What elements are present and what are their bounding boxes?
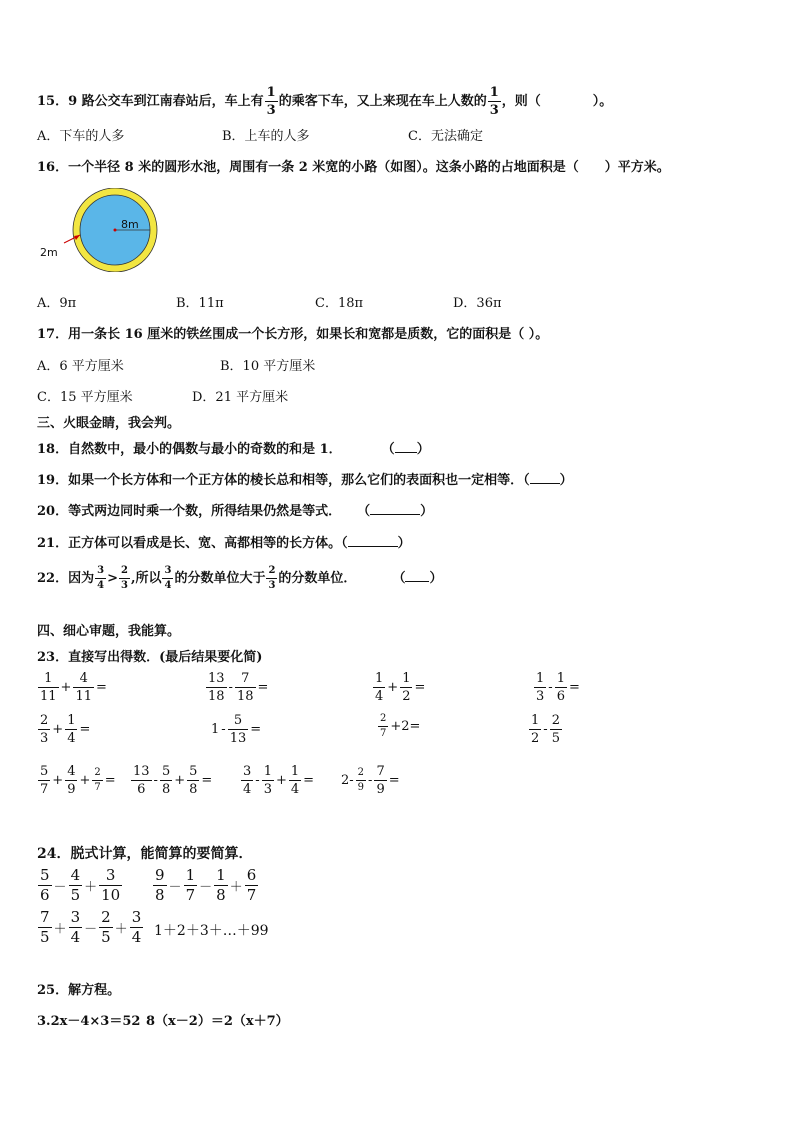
q24-expr-3: $\frac{7}{5}$ ＋ $\frac{3}{4}$ － $\frac{2}{5}$ ＋ $\frac{3}{4}$ (40, 908, 142, 946)
q18-answer-blank[interactable] (395, 441, 417, 453)
equation-2: 8（x－2）＝2（x＋7） (146, 1014, 289, 1029)
q23-expr-3: $\frac{1}{4}$ + $\frac{1}{2}$ = (375, 671, 426, 704)
q23-expr-7: $\frac{2}{7}$ +2= (380, 713, 421, 739)
q17-stem: 17．用一条长 16 厘米的铁丝围成一个长方形，如果长和宽都是质数，它的面积是（ ）。 (37, 327, 549, 342)
path-width-label: 2m (40, 246, 58, 259)
q16-option-b[interactable]: B．11π (176, 296, 224, 311)
q23-expr-6: 1 - $\frac{5}{13}$ = (211, 713, 262, 746)
q23-expr-1: $\frac{1}{11}$ + $\frac{4}{11}$ = (40, 671, 107, 704)
q24-expr-4: 1＋2＋3＋…＋99 (154, 923, 269, 939)
q17-option-a[interactable]: A．6 平方厘米 (37, 359, 124, 374)
q15-option-b[interactable]: B．上车的人多 (222, 129, 310, 144)
q17-option-b[interactable]: B．10 平方厘米 (220, 359, 316, 374)
q19-stem: 19．如果一个长方体和一个正方体的棱长总和相等，那么它们的表面积也一定相等．（ ） (37, 473, 573, 488)
q16-option-a[interactable]: A．9π (37, 296, 77, 311)
q22-stem: 22．因为 $\frac{3}{4}$ > $\frac{2}{3}$ ,所以 $\frac{3}{4}$ 的分数单位大于 $\frac{2}{3}$ 的分数单位． （ ） (37, 565, 443, 591)
q16-option-d[interactable]: D．36π (453, 296, 502, 311)
q19-answer-blank[interactable] (530, 472, 560, 484)
q23-expr-4: $\frac{1}{3}$ - $\frac{1}{6}$ = (536, 671, 580, 704)
q23-expr-10: $\frac{13}{6}$ - $\frac{5}{8}$ + $\frac{5}{8}$ = (133, 764, 213, 797)
q17-option-c[interactable]: C．15 平方厘米 (37, 390, 133, 405)
q15-option-a[interactable]: A．下车的人多 (37, 129, 125, 144)
q20-stem: 20．等式两边同时乘一个数，所得结果仍然是等式． （ ） (37, 504, 434, 519)
section-3-heading: 三、火眼金睛，我会判。 (37, 416, 181, 431)
q24-stem: 24．脱式计算，能简算的要简算． (37, 846, 253, 862)
equation-1: 3.2x－4×3＝52 (37, 1014, 141, 1029)
q15-stem: 15．9 路公交车到江南春站后，车上有 $\frac{1}{3}$ 的乘客下车，又上来现在车上人数的 $\frac{1}{3}$ ，则（ ）。 (37, 85, 613, 118)
q23-expr-9: $\frac{5}{7}$ + $\frac{4}{9}$ + $\frac{2}{7}$ = (40, 764, 116, 797)
q23-expr-12: 2- $\frac{2}{9}$ - $\frac{7}{9}$ = (341, 764, 400, 797)
q23-expr-11: $\frac{3}{4}$ - $\frac{1}{3}$ + $\frac{1}{4}$ = (243, 764, 315, 797)
q25-stem: 25．解方程。 (37, 983, 121, 998)
section-4-heading: 四、细心审题，我能算。 (37, 624, 181, 639)
q24-expr-2: $\frac{9}{8}$ － $\frac{1}{7}$ － $\frac{1}{8}$ ＋ $\frac{6}{7}$ (155, 866, 257, 904)
q20-answer-blank[interactable] (370, 503, 420, 515)
q21-answer-blank[interactable] (348, 535, 398, 547)
q16-option-c[interactable]: C．18π (315, 296, 364, 311)
q15-option-c[interactable]: C．无法确定 (408, 129, 483, 144)
q21-stem: 21．正方体可以看成是长、宽、高都相等的长方体。（ ） (37, 536, 411, 551)
q22-answer-blank[interactable] (405, 570, 429, 582)
radius-label: 8m (121, 218, 139, 231)
q23-expr-2: $\frac{13}{18}$ - $\frac{7}{18}$ = (208, 671, 269, 704)
q23-expr-5: $\frac{2}{3}$ + $\frac{1}{4}$ = (40, 713, 91, 746)
q16-stem: 16．一个半径 8 米的圆形水池，周围有一条 2 米宽的小路（如图）。这条小路的占地面积是（ ）平方米。 (37, 160, 670, 175)
q16-figure (36, 188, 166, 272)
q23-expr-8: $\frac{1}{2}$ - $\frac{2}{5}$ (531, 713, 560, 746)
q23-stem: 23．直接写出得数．(最后结果要化简) (37, 650, 263, 665)
q24-expr-1: $\frac{5}{6}$ － $\frac{4}{5}$ ＋ $\frac{3}{10}$ (40, 866, 121, 904)
q18-stem: 18．自然数中，最小的偶数与最小的奇数的和是 1． （ ） (37, 442, 430, 457)
q17-option-d[interactable]: D．21 平方厘米 (192, 390, 289, 405)
